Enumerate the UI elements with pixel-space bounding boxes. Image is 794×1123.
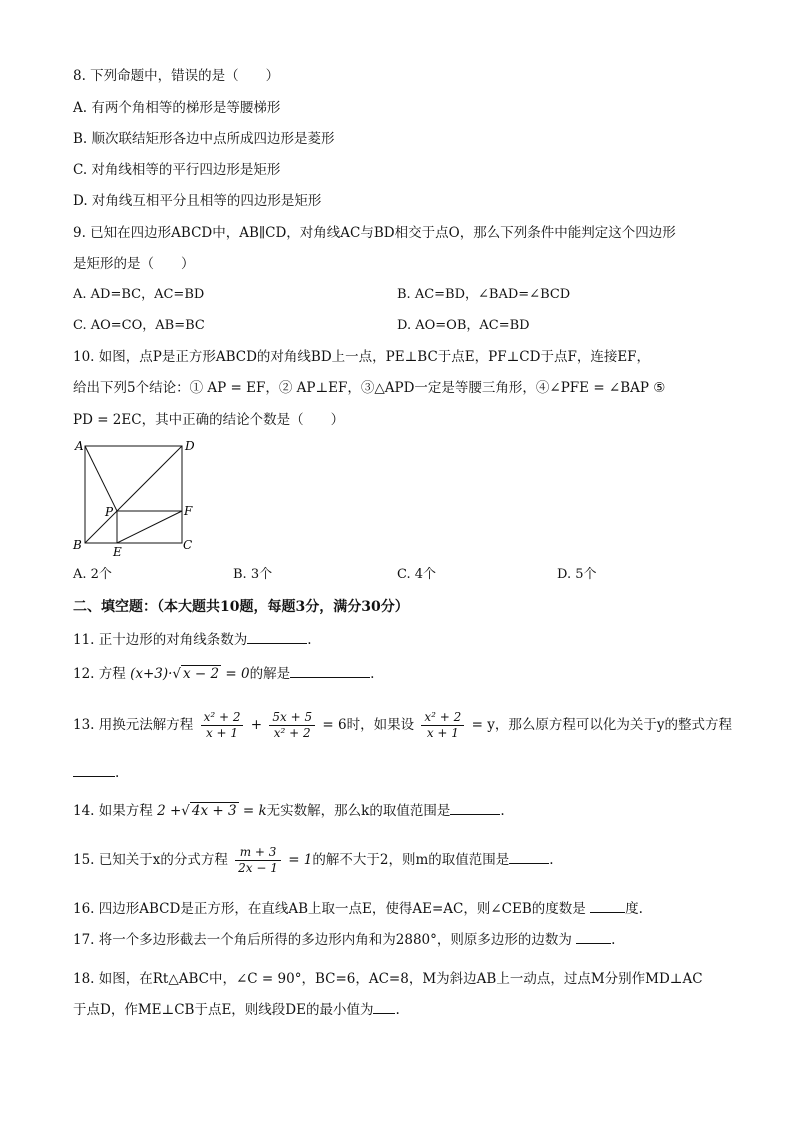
q10-stem-line3: PD = 2EC，其中正确的结论个数是（ ） [73,412,345,428]
q14-answer-blank[interactable] [450,802,500,815]
q13-fraction-1: $\frac{\text{x² + 2}}{x + 1}$ [201,710,244,741]
q10-option-c: C. 4个 [397,567,437,582]
q18-line2: 于点D，作ME⊥CB于点E，则线段DE的最小值为 . [73,1002,400,1018]
q9-option-b: B. AC=BD，∠BAD=∠BCD [397,287,571,302]
q18-line1: 18. 如图，在Rt△ABC中，∠C = 90°，BC=6，AC=8，M为斜边AB上一动点，过点M分别作MD⊥AC [73,971,703,987]
q15: 15. 已知关于x的分式方程 $\frac{m + 3}{2x - 1}$ = 1的解不大于2，则m的取值范围是 . [73,845,554,875]
q14: 14. 如果方程 2 +√ 4x + 3 = k无实数解，那么k的取值范围是 . [73,803,505,819]
label-p: P [105,505,114,519]
q15-fraction: $\frac{m + 3}{2x - 1}$ [235,845,281,876]
label-d: D [185,439,195,453]
q9-option-d: D. AO=OB，AC=BD [397,318,530,333]
q17: 17. 将一个多边形截去一个角后所得的多边形内角和为2880°，则原多边形的边数为 . [73,932,616,948]
q8-stem: 8. 下列命题中，错误的是（ ） [73,68,280,84]
q13-answer-line: . [73,764,119,782]
q18-answer-blank[interactable] [373,1001,395,1014]
q10-stem-line2: 给出下列5个结论：① AP = EF，② AP⊥EF，③△APD一定是等腰三角形，④∠PFE = ∠BAP ⑤ [73,380,666,396]
q12-radicand: x − 2 [183,666,220,682]
q17-answer-blank[interactable] [576,931,611,944]
q16-answer-blank[interactable] [590,900,625,913]
q13-fraction-2: $\frac{5x + 5}{\text{x² + 2}}$ [269,710,315,741]
label-b: B [73,538,82,552]
label-f: F [184,504,193,518]
diagonal-bd [85,446,182,543]
q8-option-a: A. 有两个角相等的梯形是等腰梯形 [73,100,281,116]
q9-option-c: C. AO=CO，AB=BC [73,318,205,333]
q13-answer-blank[interactable] [73,764,115,777]
q13: 13. 用换元法解方程 $\frac{\text{x² + 2}}{x + 1}$ + $\frac{5x + 5}{\text{x² + 2}}$ = 6时，如果设 $\frac{\text{x² + 2}}{x + 1}$ = y，那么原方程可以化为关于y的整式方程 [73,710,732,740]
q10-figure [70,436,200,560]
q8-option-b: B. 顺次联结矩形各边中点所成四边形是菱形 [73,131,335,147]
label-e: E [113,545,122,559]
q9-stem-line2: 是矩形的是（ ） [73,256,195,272]
q13-fraction-3: $\frac{\text{x² + 2}}{x + 1}$ [421,710,464,741]
q12: 12. 方程 (x+3)·√ x − 2 = 0的解是 . [73,666,375,682]
q10-stem-line1: 10. 如图，点P是正方形ABCD的对角线BD上一点，PE⊥BC于点E，PF⊥CD于点F，连接EF， [73,349,651,365]
q8-option-c: C. 对角线相等的平行四边形是矩形 [73,162,281,178]
q16: 16. 四边形ABCD是正方形，在直线AB上取一点E，使得AE=AC，则∠CEB的度数是 度. [73,901,643,917]
q9-stem-line1: 9. 已知在四边形ABCD中，AB∥CD，对角线AC与BD相交于点O，那么下列条件中能判定这个四边形 [73,225,676,241]
segment-ap [85,446,117,511]
q11: 11. 正十边形的对角线条数为 . [73,632,312,648]
q11-text: 11. 正十边形的对角线条数为 [73,632,248,648]
q10-option-d: D. 5个 [557,567,597,582]
q15-answer-blank[interactable] [509,851,549,864]
q10-option-a: A. 2个 [73,567,112,582]
q11-answer-blank[interactable] [247,631,307,644]
q10-option-b: B. 3个 [233,567,273,582]
q9-option-a: A. AD=BC，AC=BD [73,287,205,302]
section-heading: 二、填空题：（本大题共10题，每题3分，满分30分） [73,599,409,615]
label-a: A [75,439,84,453]
q8-option-d: D. 对角线互相平分且相等的四边形是矩形 [73,193,322,209]
q12-answer-blank[interactable] [290,665,370,678]
q14-radicand: 4x + 3 [191,803,237,819]
label-c: C [183,538,193,552]
segment-ef [117,511,182,543]
